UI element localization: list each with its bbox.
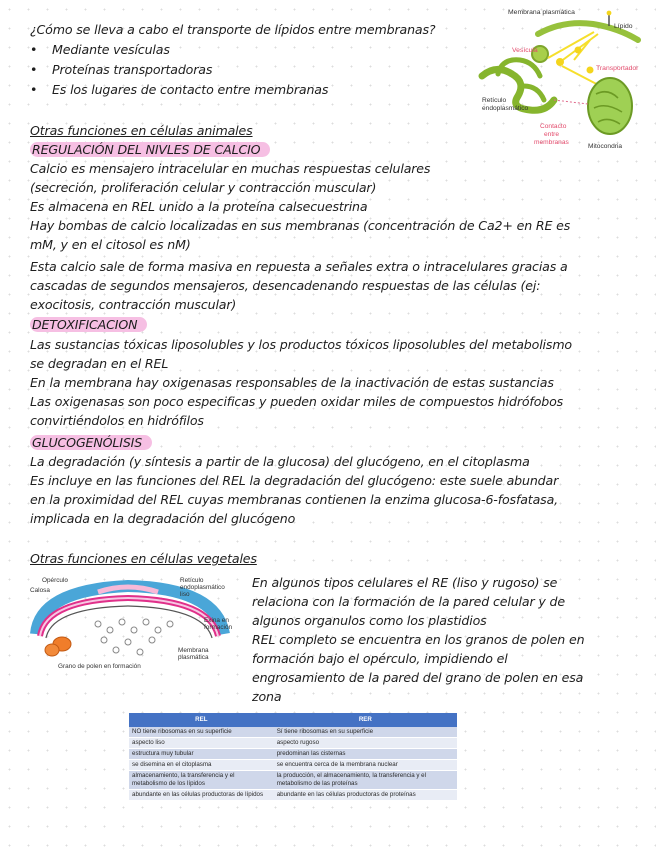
heading-calcium: REGULACIÓN DEL NIVLES DE CALCIO [30, 141, 270, 159]
label-transporter: Transportador [596, 65, 639, 72]
transport-question: ¿Cómo se lleva a cabo el transporte de lípidos entre membranas? [30, 22, 436, 37]
svg-text:liso: liso [180, 591, 190, 598]
table-cell: almacenamiento, la transferencia y el metabolismo de los lípidos [129, 771, 274, 790]
glyco-line: en la proximidad del REL cuyas membranas contienen la enzima glucosa-6-fosfatasa, [30, 492, 558, 507]
label-mitochondria: Mitocondria [588, 143, 623, 150]
calcium-line: Calcio es mensajero intracelular en muchas respuestas celulares [30, 161, 431, 176]
svg-text:endoplasmático: endoplasmático [180, 584, 225, 591]
label-lipid: Lípido [614, 23, 633, 30]
table-cell: la producción, el almacenamiento, la transferencia y el metabolismo de las proteínas [274, 771, 457, 790]
table-header: REL [129, 713, 274, 727]
table-cell: se encuentra cerca de la membrana nuclear [274, 760, 457, 771]
table-row [129, 790, 457, 801]
calcium-line: Esta calcio sale de forma masiva en repuesta a señales extra o intracelulares gracias a [30, 259, 568, 274]
calcium-line: cascadas de segundos mensajeros, desencadenando respuestas de las células (ej: [30, 278, 541, 293]
plant-line: algunos organulos como los plastidios [252, 613, 487, 628]
bullet-item: • Mediante vesículas [30, 42, 170, 57]
lipid-transport-diagram [478, 4, 650, 154]
plant-line: formación bajo el opérculo, impidiendo el [252, 651, 508, 666]
heading-glyco: GLUCOGENÓLISIS [30, 434, 152, 452]
section-title-plant: Otras funciones en células vegetales [30, 551, 257, 566]
plant-line: engrosamiento de la pared del grano de polen en esa [252, 670, 584, 685]
svg-text:entre: entre [544, 131, 560, 138]
label-smooth-er: Retículo [180, 577, 204, 584]
glyco-line: Es incluye en las funciones del REL la degradación del glucógeno: este suele abundar [30, 473, 559, 488]
table-cell: se disemina en el citoplasma [129, 760, 274, 771]
table-cell: aspecto rugoso [274, 738, 457, 749]
bullet-item: • Es los lugares de contacto entre membranas [30, 82, 329, 97]
label-exine: Exina en [204, 617, 229, 624]
calcium-line: Es almacena en REL unido a la proteína calsecuestrina [30, 199, 368, 214]
calcium-line: Hay bombas de calcio localizadas en sus membranas (concentración de Ca2+ en RE es [30, 218, 571, 233]
table-header-row [129, 713, 457, 727]
calcium-line: mM, y en el citosol es nM) [30, 237, 191, 252]
detox-line: Las oxigenasas son poco especificas y pueden oxidar miles de compuestos hidrófobos [30, 394, 564, 409]
svg-text:formación: formación [204, 624, 233, 631]
pollen-diagram [28, 574, 252, 674]
rel-rer-table [129, 713, 457, 801]
table-cell: aspecto liso [129, 738, 274, 749]
label-pollen: Grano de polen en formación [58, 663, 141, 670]
table-header: RER [274, 713, 457, 727]
svg-text:membranas: membranas [534, 139, 569, 146]
svg-text:endoplasmático: endoplasmático [482, 105, 529, 112]
label-plasma-membrane: Membrana [178, 647, 209, 654]
calcium-line: (secreción, proliferación celular y contracción muscular) [30, 180, 377, 195]
detox-line: convirtiéndolos en hidrófilos [30, 413, 204, 428]
glyco-line: La degradación (y síntesis a partir de la glucosa) del glucógeno, en el citoplasma [30, 454, 530, 469]
plant-line: zona [252, 689, 282, 704]
plant-line: REL completo se encuentra en los granos de polen en [252, 632, 585, 647]
table-row [129, 738, 457, 749]
table-cell: abundante en las células productoras de proteínas [274, 790, 457, 801]
detox-line: se degradan en el REL [30, 356, 169, 371]
heading-detox: DETOXIFICACION [30, 316, 147, 334]
label-callose: Calosa [30, 587, 50, 594]
glyco-line: implicada en la degradación del glucógeno [30, 511, 296, 526]
table-cell: abundante en las células productoras de lípidos [129, 790, 274, 801]
calcium-line: exocitosis, contracción muscular) [30, 297, 237, 312]
label-operculum: Opérculo [42, 577, 68, 584]
table-row [129, 727, 457, 738]
table-cell: NO tiene ribosomas en su superficie [129, 727, 274, 738]
table-row [129, 771, 457, 790]
svg-text:plasmática: plasmática [178, 654, 209, 661]
section-title-animal: Otras funciones en células animales [30, 123, 253, 138]
label-contact: Contacto [540, 123, 567, 130]
table-row [129, 760, 457, 771]
table-cell: predominan las cisternas [274, 749, 457, 760]
table-cell: estructura muy tubular [129, 749, 274, 760]
table-row [129, 749, 457, 760]
table-cell: Sí tiene ribosomas en su superficie [274, 727, 457, 738]
label-vesicle: Vesícula [512, 47, 538, 54]
label-plasma-membrane: Membrana plasmática [508, 9, 575, 16]
plant-line: En algunos tipos celulares el RE (liso y rugoso) se [252, 575, 558, 590]
detox-line: Las sustancias tóxicas liposolubles y los productos tóxicos liposolubles del metabolismo [30, 337, 572, 352]
plant-line: relaciona con la formación de la pared celular y de [252, 594, 565, 609]
detox-line: En la membrana hay oxigenasas responsables de la inactivación de estas sustancias [30, 375, 554, 390]
label-er: Retículo [482, 97, 507, 104]
bullet-item: • Proteínas transportadoras [30, 62, 213, 77]
